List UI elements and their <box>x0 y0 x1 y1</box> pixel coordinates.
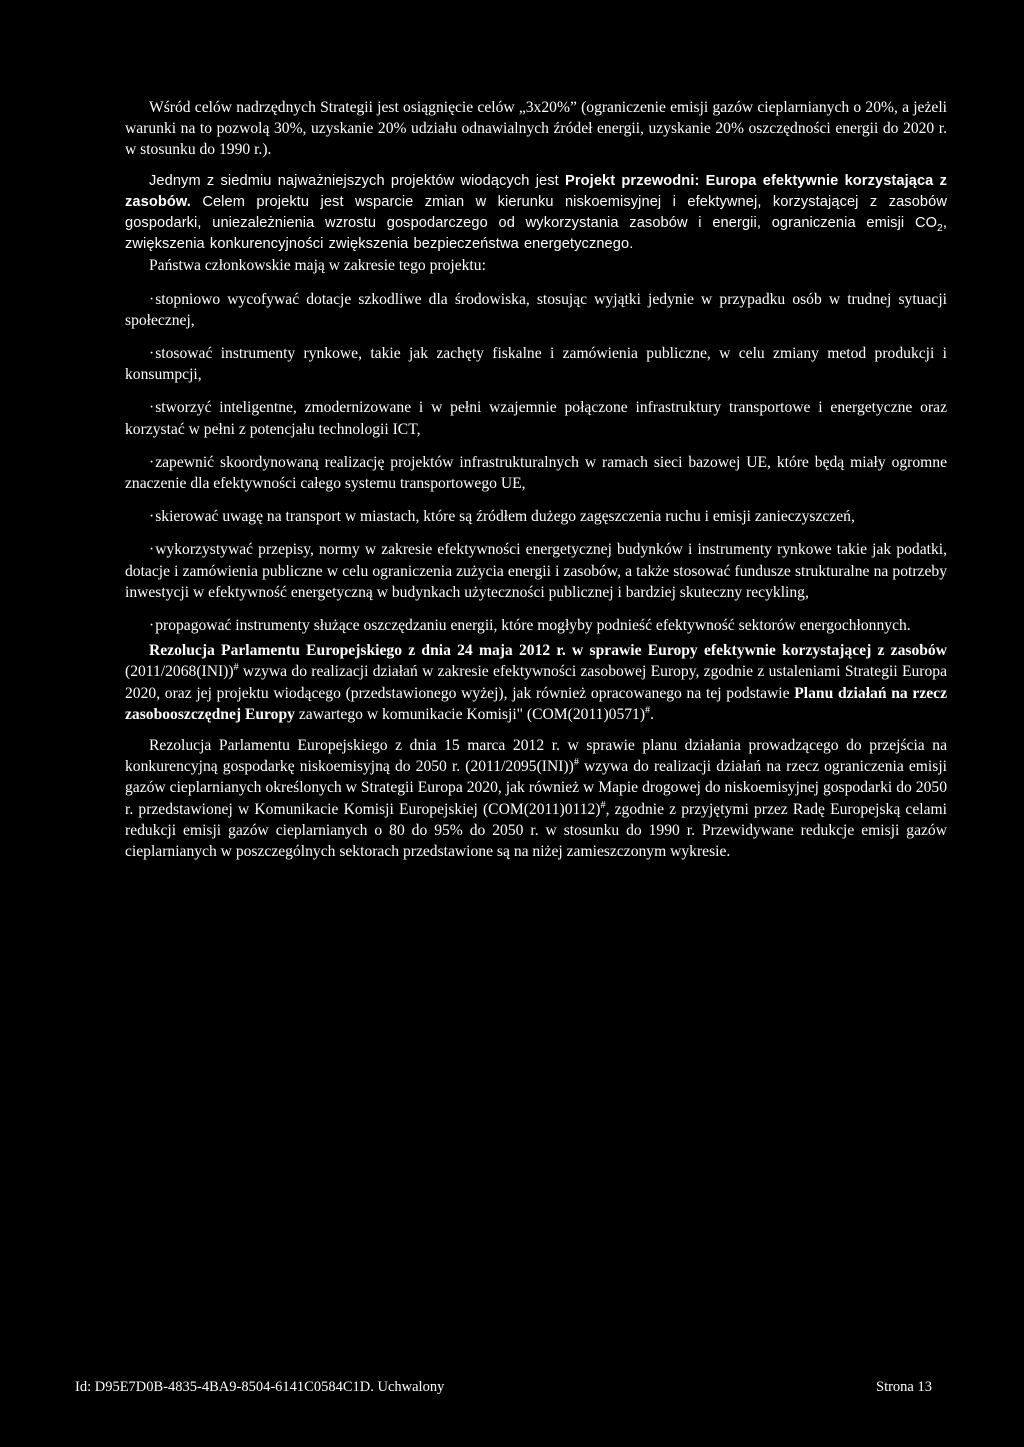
resolution-reference: (2011/2068(INI)) <box>125 663 234 681</box>
bullet-marker: · <box>149 541 155 559</box>
paragraph-flagship-project <box>125 171 947 256</box>
list-item-text: zapewnić skoordynowaną realizację projektów infrastrukturalnych w ramach sieci bazowej UE, które będą miały ogromne znaczenie dla efektywności całego systemu transportowego UE, <box>125 453 947 493</box>
list-item-text: propagować instrumenty służące oszczędzaniu energii, które mogłyby podnieść efektywność sektorów energochłonnych. <box>155 617 911 635</box>
bullet-marker: · <box>149 399 155 417</box>
bullet-marker: · <box>149 617 155 635</box>
flagship-description-text: Celem projektu jest wsparcie zmian w kierunku niskoemisyjnej i efektywnej, korzystającej z zasobów gospodarki, uniezależnienia wzrostu gospodarczego od wykorzystania zasobów i energii, ograniczenia emisji CO <box>125 193 947 232</box>
bullet-marker: · <box>149 508 155 526</box>
footnote-marker: # <box>233 662 239 674</box>
resolution-march-text: Rezolucja Parlamentu Europejskiego z dnia 15 marca 2012 r. w sprawie planu działania prowadzącego do przejścia na konkurencyjną gospodarkę niskoemisyjną do 2050 r. (2011/2095(INI)) <box>125 737 947 776</box>
list-item-text: stworzyć inteligentne, zmodernizowane i w pełni wzajemnie połączone infrastruktury transportowe i energetyczne oraz korzystać w pełni z potencjału technologii ICT, <box>125 399 947 438</box>
paragraph-resolution-may-2012 <box>125 640 947 725</box>
paragraph-member-states: Państwa członkowskie mają w zakresie tego projektu: <box>149 257 486 275</box>
footnote-marker: # <box>573 757 579 769</box>
bullet-list <box>125 289 947 637</box>
flagship-description-end: , zwiększenia konkurencyjności zwiększenia bezpieczeństwa energetycznego. <box>125 215 947 253</box>
resolution-title: Rezolucja Parlamentu Europejskiego z dnia 24 maja 2012 r. w sprawie Europy efektywnie korzystającej z zasobów <box>149 642 947 660</box>
list-item <box>125 615 947 636</box>
list-item <box>125 343 947 385</box>
list-item <box>125 506 947 527</box>
flagship-project-title: Projekt przewodni: Europa efektywnie korzystająca z zasobów. <box>125 172 947 210</box>
footnote-marker: # <box>645 704 651 716</box>
list-item <box>125 452 947 494</box>
list-item-text: stosować instrumenty rynkowe, takie jak zachęty fiskalne i zamówienia publiczne, w celu zmiany metod produkcji i konsumpcji, <box>125 345 947 384</box>
page-number: Strona 13 <box>876 1379 932 1395</box>
bullet-marker: · <box>149 290 155 308</box>
bullet-marker: · <box>149 453 155 471</box>
document-id: Id: D95E7D0B-4835-4BA9-8504-6141C0584C1D. Uchwalony <box>75 1379 445 1395</box>
paragraph-strategy-goals: Wśród celów nadrzędnych Strategii jest osiągnięcie celów „3x20%” (ograniczenie emisji gazów cieplarnianych o 20%, a jeżeli warunki na to pozwolą 30%, uzyskanie 20% udziału odnawialnych źródeł energii, uzyskanie 20% oszczędności energii do 2020 r. w stosunku do 1990 r.). <box>125 99 947 159</box>
list-item <box>125 289 947 331</box>
footnote-marker: # <box>600 799 606 811</box>
co2-subscript: 2 <box>937 222 943 234</box>
resolution-text: wzywa do realizacji działań w zakresie efektywności zasobowej Europy, zgodnie z ustaleniami Strategii Europa 2020, oraz jej projektu wiodącego (przedstawionego wyżej), jak również opracowanego na tej podstawie <box>125 663 947 702</box>
resolution-text-end: . <box>650 705 654 723</box>
flagship-intro-text: Jednym z siedmiu najważniejszych projektów wiodących jest <box>149 172 566 189</box>
bullet-marker: · <box>149 345 155 363</box>
document-body <box>125 97 947 872</box>
action-plan-title: Planu działań na rzecz zasobooszczędnej Europy <box>125 684 948 723</box>
list-item-text: stopniowo wycofywać dotacje szkodliwe dla środowiska, stosując wyjątki jedynie w przypadku osób w trudnej sytuacji społecznej, <box>125 290 947 329</box>
list-item-text: wykorzystywać przepisy, normy w zakresie efektywności energetycznej budynków i instrumenty rynkowe takie jak podatki, dotacje i zamówienia publiczne w celu ograniczenia zużycia energii i zasobów, a także stosować fundusze strukturalne na potrzeby inwestycji w efektywność energetyczną w budynkach użyteczności publicznej i bardziej skuteczny recykling, <box>125 541 947 601</box>
resolution-march-text-end: , zgodnie z przyjętymi przez Radę Europejską celami redukcji emisji gazów cieplarnianych o 80 do 95% do 2050 r. w stosunku do 1990 r. Przewidywane redukcje emisji gazów cieplarnianych w poszczególnych sektorach przedstawione są na niżej zamieszczonym wykresie. <box>125 800 947 861</box>
list-item <box>125 397 947 439</box>
page-footer <box>75 1379 932 1396</box>
paragraph-resolution-march-2012 <box>125 735 947 862</box>
list-item <box>125 539 947 603</box>
resolution-march-text-cont: wzywa do realizacji działań na rzecz ograniczenia emisji gazów cieplarnianych określonych w Strategii Europa 2020, jak również w Mapie drogowej do niskoemisyjnej gospodarki do 2050 r. przedstawionej w Komunikacie Komisji Europejskiej (COM(2011)0112) <box>125 758 947 818</box>
list-item-text: skierować uwagę na transport w miastach, które są źródłem dużego zagęszczenia ruchu i emisji zanieczyszczeń, <box>155 508 855 526</box>
resolution-text-cont: zawartego w komunikacie Komisji" (COM(2011)0571) <box>294 705 646 723</box>
